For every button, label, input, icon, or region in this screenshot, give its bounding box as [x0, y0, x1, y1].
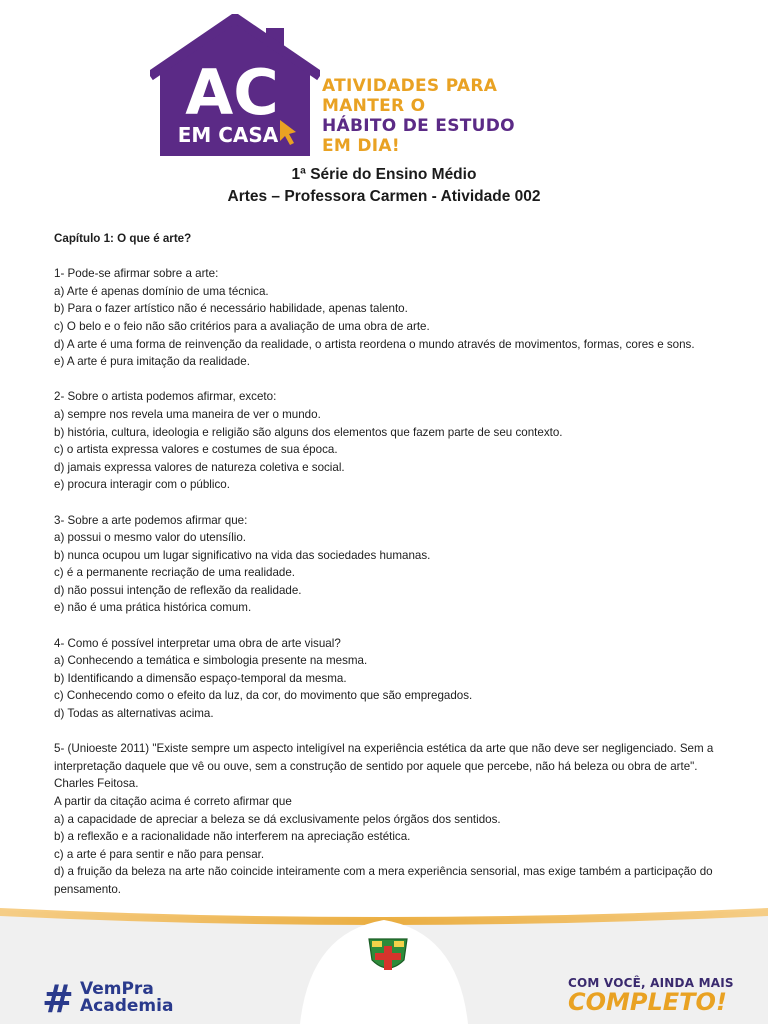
logo-em-casa-text: EM CASA	[177, 123, 279, 147]
question-2	[54, 388, 724, 494]
ac-em-casa-logo	[150, 14, 320, 164]
question-3-option-b: b) nunca ocupou um lugar significativo na vida das sociedades humanas.	[54, 548, 431, 562]
hashtag-icon: #	[42, 977, 74, 1021]
question-4-option-b: b) Identificando a dimensão espaço-temporal da mesma.	[54, 671, 347, 685]
question-3-option-a: a) possui o mesmo valor do utensílio.	[54, 531, 247, 545]
question-1-line: 1- Pode-se afirmar sobre a arte:	[54, 267, 219, 281]
question-3-line: 3- Sobre a arte podemos afirmar que:	[54, 513, 248, 527]
question-2-line: 2- Sobre o artista podemos afirmar, exceto:	[54, 390, 277, 404]
question-4-option-c: c) Conhecendo como o efeito da luz, da cor, do movimento que são empregados.	[54, 689, 473, 703]
question-4	[54, 635, 724, 723]
question-3-option-d: d) não possui intenção de reflexão da realidade.	[54, 583, 302, 597]
question-1-option-c: c) O belo e o feio não são critérios para a avaliação de uma obra de arte.	[54, 319, 430, 333]
question-2-option-a: a) sempre nos revela uma maneira de ver o mundo.	[54, 407, 321, 421]
question-2-option-c: c) o artista expressa valores e costumes de sua época.	[54, 443, 338, 457]
question-5-option-c: c) a arte é para sentir e não para pensar.	[54, 847, 265, 861]
document-title-activity: Artes – Professora Carmen - Atividade 002	[227, 188, 541, 205]
logo-ac-text: AC	[185, 56, 279, 129]
question-4-line: 4- Como é possível interpretar uma obra de arte visual?	[54, 636, 341, 650]
question-5	[54, 740, 724, 898]
school-crest-icon	[366, 936, 410, 976]
question-2-option-d: d) jamais expressa valores de natureza coletiva e social.	[54, 460, 345, 474]
tagline-line-3: HÁBITO DE ESTUDO	[322, 116, 515, 136]
question-1-option-e: e) A arte é pura imitação da realidade.	[54, 355, 250, 369]
vempra-line-1: VemPra	[80, 979, 154, 999]
question-3-option-c: c) é a permanente recriação de uma realidade.	[54, 566, 296, 580]
question-4-option-a: a) Conhecendo a temática e simbologia presente na mesma.	[54, 654, 368, 668]
tagline-line-2: MANTER O	[322, 96, 426, 116]
question-1	[54, 265, 724, 371]
question-5-option-b: b) a reflexão e a racionalidade não interferem na apreciação estética.	[54, 830, 411, 844]
document-body	[54, 230, 724, 916]
logo-tagline	[322, 76, 515, 156]
tagline-line-1: ATIVIDADES PARA	[322, 76, 498, 96]
tagline-line-4: EM DIA!	[322, 136, 400, 156]
question-5-quote: 5- (Unioeste 2011) "Existe sempre um aspecto inteligível na experiência estética da arte que não deve ser negligenciado. Sem a interpretação daquele que vê ou ouve, sem a construção de sentido por aquele que percebe, não há beleza ou obra de arte". Charles Feitosa.	[54, 742, 714, 791]
question-5-line: A partir da citação acima é correto afirmar que	[54, 795, 292, 808]
footer-slogan	[568, 976, 738, 1016]
slogan-line-2: COMPLETO!	[568, 988, 727, 1016]
question-1-option-d: d) A arte é uma forma de reinvenção da realidade, o artista reordena o mundo através de movimentos, formas, cores e sons.	[54, 337, 695, 351]
question-2-option-b: b) história, cultura, ideologia e religião são alguns dos elementos que fazem parte de seu contexto.	[54, 425, 563, 439]
vempra-line-2: Academia	[80, 996, 174, 1016]
question-3	[54, 512, 724, 618]
question-2-option-e: e) procura interagir com o público.	[54, 478, 230, 492]
question-5-option-a: a) a capacidade de apreciar a beleza se dá exclusivamente pelos órgãos dos sentidos.	[54, 812, 501, 826]
question-3-option-e: e) não é uma prática histórica comum.	[54, 601, 252, 615]
slogan-line-1: COM VOCÊ, AINDA MAIS	[568, 976, 734, 990]
question-1-option-b: b) Para o fazer artístico não é necessário habilidade, apenas talento.	[54, 302, 408, 316]
question-4-option-d: d) Todas as alternativas acima.	[54, 707, 214, 721]
question-1-option-a: a) Arte é apenas domínio de uma técnica.	[54, 284, 269, 298]
document-title-grade: 1ª Série do Ensino Médio	[291, 166, 477, 183]
chapter-heading: Capítulo 1: O que é arte?	[54, 232, 192, 245]
question-5-option-d: d) a fruição da beleza na arte não coincide inteiramente com a mera experiência sensorial, mas exige também a participação do pensamento.	[54, 865, 713, 896]
